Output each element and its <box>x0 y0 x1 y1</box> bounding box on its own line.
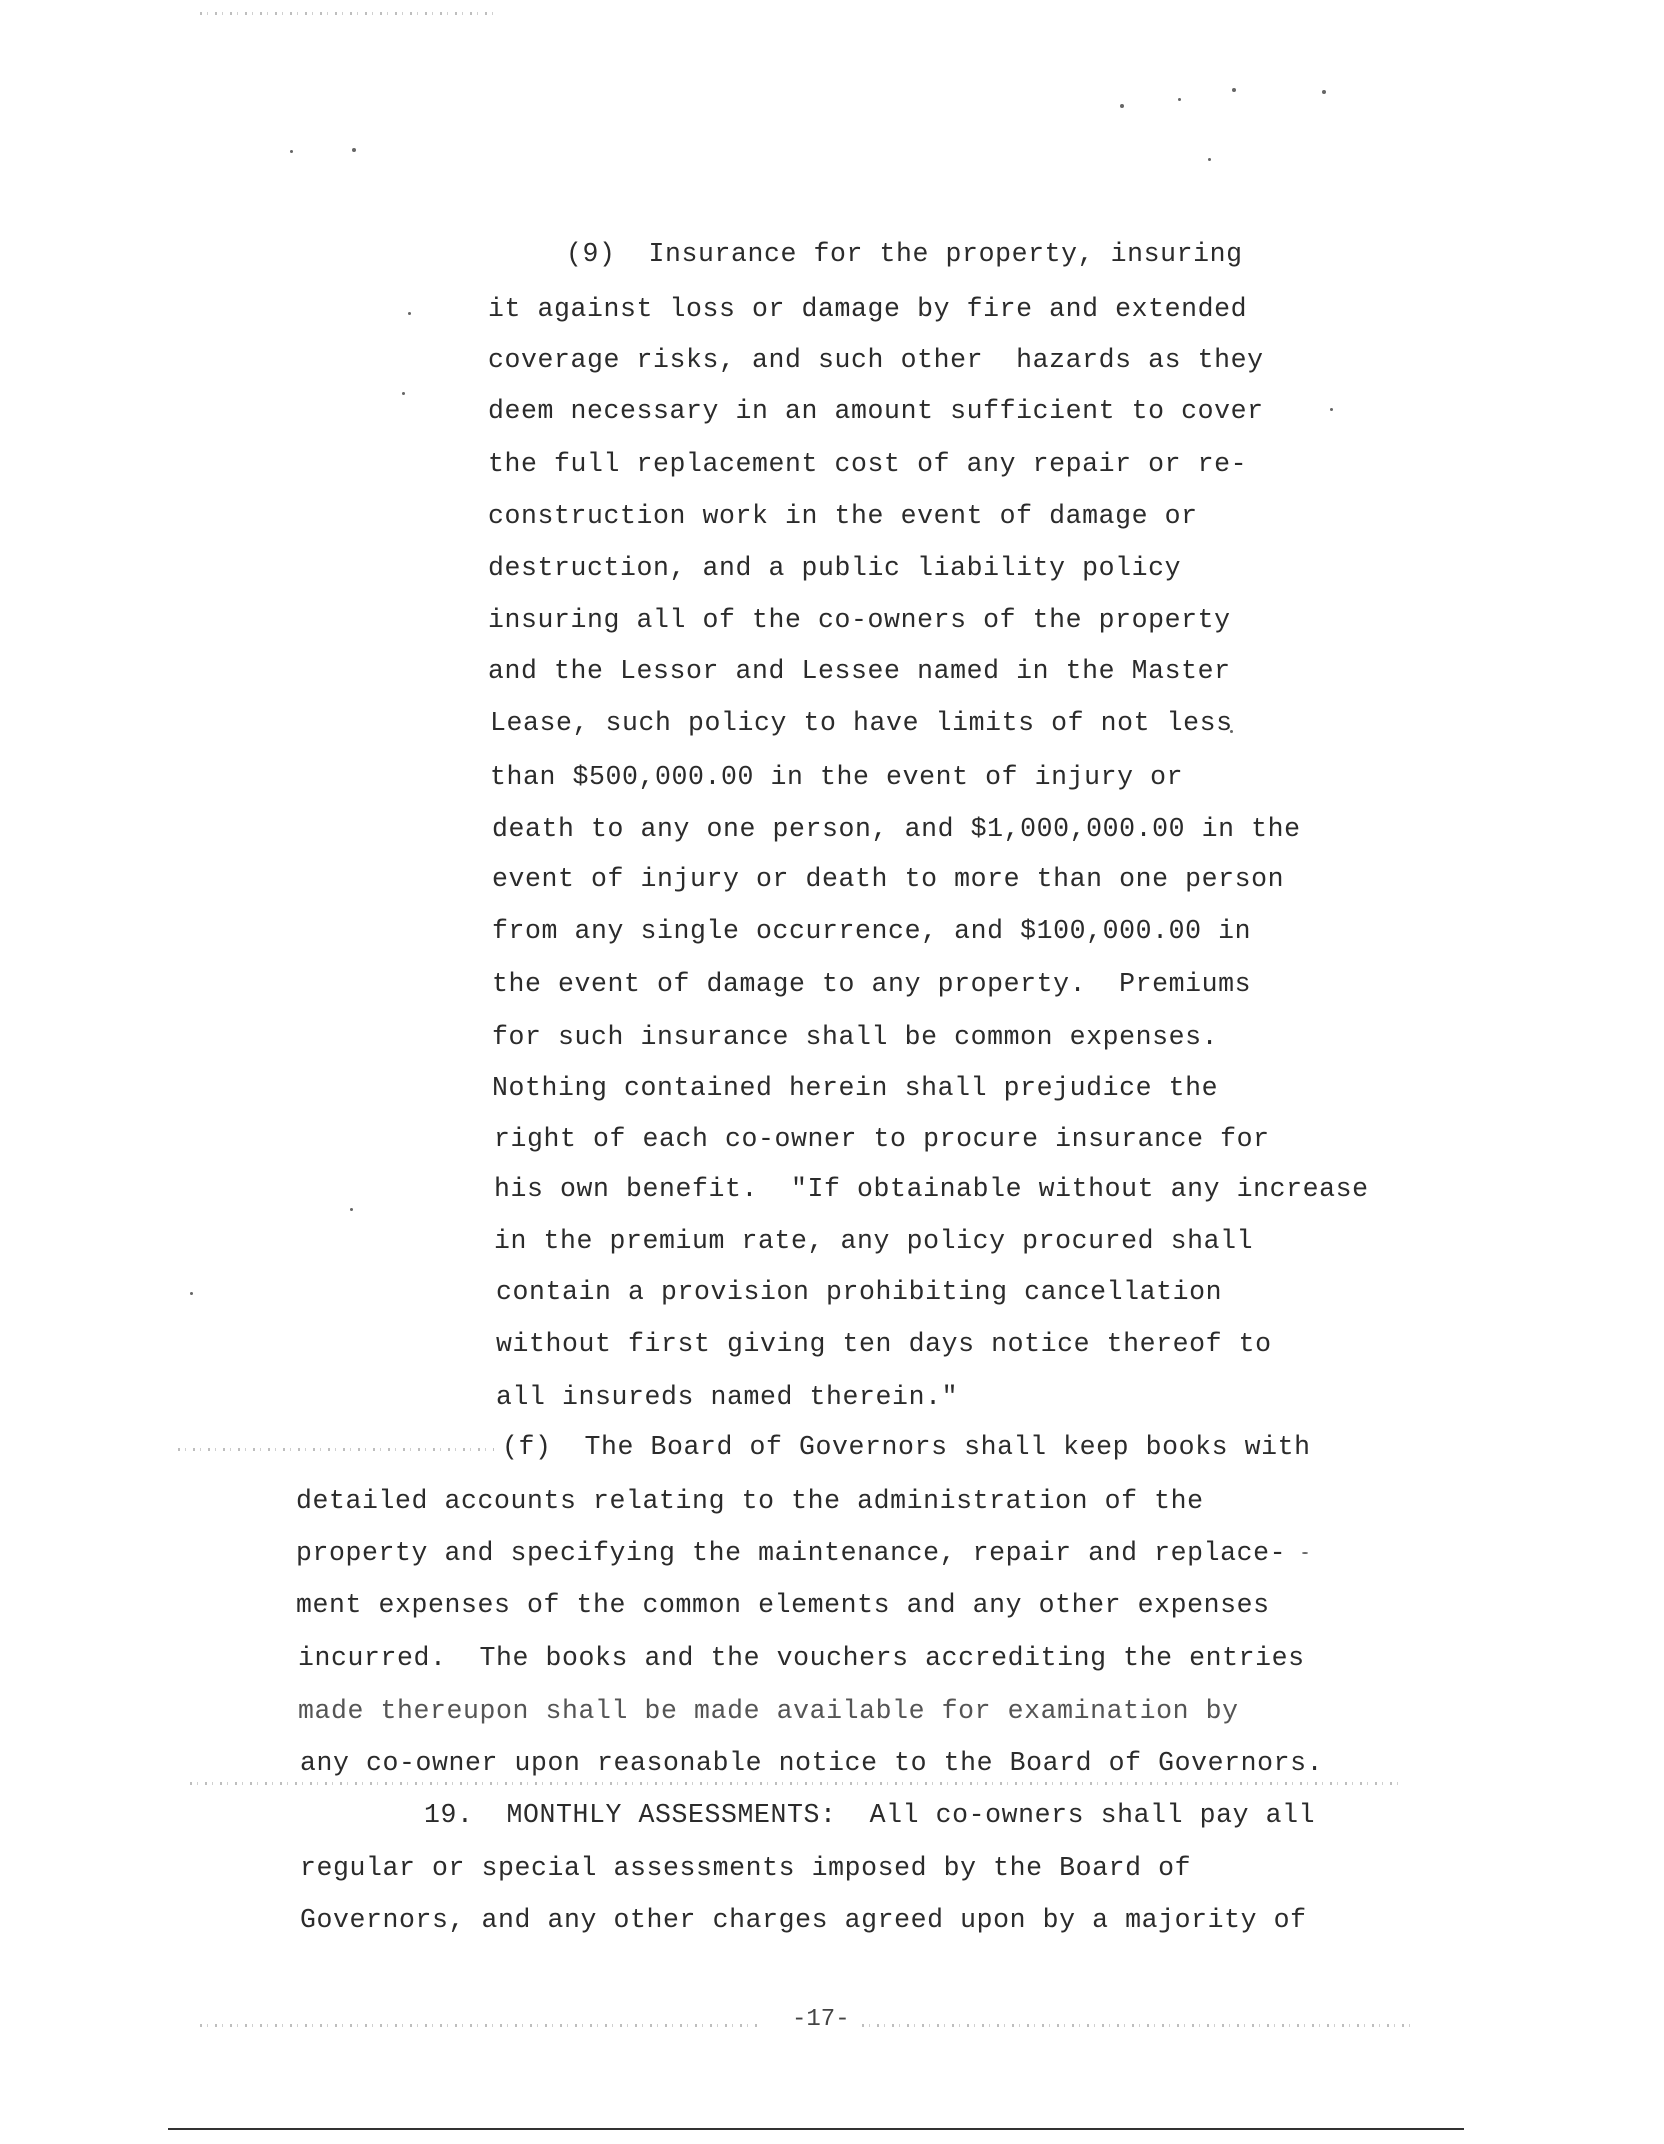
text-line: without first giving ten days notice thereof to <box>496 1329 1272 1359</box>
scan-speck <box>1330 408 1333 411</box>
scan-speck <box>1232 88 1236 92</box>
text-line: the event of damage to any property. Premiums <box>492 969 1252 999</box>
text-line: construction work in the event of damage or <box>488 501 1198 531</box>
text-line: Nothing contained herein shall prejudice the <box>492 1073 1219 1103</box>
scan-speck <box>1302 1552 1308 1554</box>
scan-speck <box>1120 104 1124 108</box>
text-line: his own benefit. "If obtainable without any increase <box>494 1174 1369 1204</box>
text-line: incurred. The books and the vouchers accrediting the entries <box>298 1643 1305 1673</box>
text-line: it against loss or damage by fire and extended <box>488 294 1248 324</box>
scan-noise-left <box>178 1448 494 1451</box>
text-line: 19. MONTHLY ASSESSMENTS: All co-owners shall pay all <box>424 1800 1316 1830</box>
text-line: any co-owner upon reasonable notice to the Board of Governors. <box>300 1748 1324 1778</box>
text-line: destruction, and a public liability policy <box>488 553 1182 583</box>
text-line: all insureds named therein." <box>496 1382 959 1412</box>
scan-speck <box>1322 90 1326 94</box>
text-line: event of injury or death to more than one person <box>492 864 1285 894</box>
text-line: property and specifying the maintenance, repair and replace- <box>296 1538 1287 1568</box>
scan-speck <box>1178 98 1181 101</box>
scan-noise-top <box>200 12 500 15</box>
text-line: than $500,000.00 in the event of injury or <box>490 762 1184 792</box>
text-line: (f) The Board of Governors shall keep books with <box>502 1432 1311 1462</box>
bottom-rule <box>168 2128 1464 2130</box>
text-line: insuring all of the co-owners of the property <box>488 605 1231 635</box>
text-line: the full replacement cost of any repair or re- <box>488 449 1248 479</box>
text-line: contain a provision prohibiting cancellation <box>496 1277 1223 1307</box>
scan-speck <box>290 150 293 153</box>
scan-speck <box>350 1208 353 1211</box>
page-number: -17- <box>792 2006 850 2033</box>
text-line: deem necessary in an amount sufficient to cover <box>488 396 1264 426</box>
text-line: regular or special assessments imposed by the Board of <box>300 1853 1192 1883</box>
scan-noise-band <box>190 1782 1400 1785</box>
text-line: (9) Insurance for the property, insuring <box>566 239 1243 269</box>
text-line: from any single occurrence, and $100,000.00 in <box>492 916 1252 946</box>
text-line: and the Lessor and Lessee named in the Master <box>488 656 1231 686</box>
text-line: for such insurance shall be common expenses. <box>492 1022 1219 1052</box>
scan-speck <box>408 312 411 315</box>
scan-speck <box>190 1292 193 1295</box>
text-line: Governors, and any other charges agreed upon by a majority of <box>300 1905 1307 1935</box>
text-line: coverage risks, and such other hazards as they <box>488 345 1264 375</box>
text-line: made thereupon shall be made available for examination by <box>298 1696 1239 1726</box>
scan-speck <box>352 148 356 152</box>
text-line: Lease, such policy to have limits of not less <box>490 708 1233 738</box>
text-line: right of each co-owner to procure insurance for <box>494 1124 1270 1154</box>
scan-noise-footer-left <box>200 2024 760 2027</box>
scan-speck <box>1208 158 1211 161</box>
scan-speck <box>402 392 405 395</box>
text-line: detailed accounts relating to the administration of the <box>296 1486 1204 1516</box>
text-line: ment expenses of the common elements and any other expenses <box>296 1590 1270 1620</box>
scan-noise-footer-right <box>862 2024 1412 2027</box>
text-line: death to any one person, and $1,000,000.00 in the <box>492 814 1301 844</box>
text-line: in the premium rate, any policy procured shall <box>494 1226 1254 1256</box>
